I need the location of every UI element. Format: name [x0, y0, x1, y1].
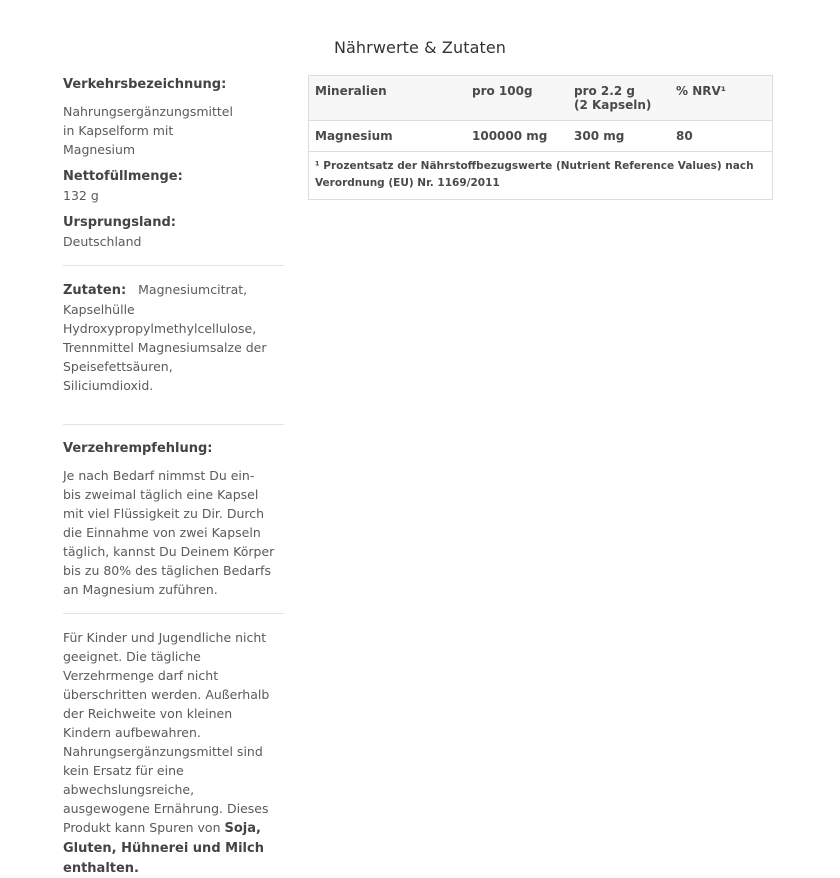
table-row: [309, 121, 773, 152]
recommendation-label: Verzehrempfehlung:: [63, 441, 213, 456]
designation-label: Verkehrsbezeichnung:: [63, 77, 227, 92]
table-footnote: ¹ Prozentsatz der Nährstoffbezugswerte (Nutrient Reference Values) nach Verordnung (EU) Nr. 1169/2011: [315, 160, 754, 189]
recommendation-text: Je nach Bedarf nimmst Du ein- bis zweimal täglich eine Kapsel mit viel Flüssigkeit zu Dir. Durch die Einnahme von zwei Kapseln täglich, kannst Du Deinem Körper bis zu 80% des täglichen Bedarfs an Magnesium zuführen.: [63, 468, 275, 597]
allergen-notice: Soja, Gluten, Hühnerei und Milch enthalten.: [63, 821, 264, 876]
ingredients-line: Siliciumdioxid.: [63, 378, 154, 393]
nutrition-table: [308, 75, 773, 200]
header-per-serving-line: (2 Kapseln): [574, 98, 652, 112]
cell-mineral: Magnesium: [315, 129, 393, 143]
ingredients-line: Kapselhülle: [63, 302, 135, 317]
origin-label: Ursprungsland:: [63, 215, 176, 230]
ingredients-block: [63, 280, 285, 395]
product-info-column: [63, 75, 285, 878]
page-title: Nährwerte & Zutaten: [333, 37, 507, 57]
warning-text: [63, 628, 275, 878]
cell-nrv: 80: [676, 129, 693, 143]
ingredients-line: Hydroxypropylmethylcellulose,: [63, 321, 257, 336]
header-per-serving-line: pro 2.2 g: [574, 84, 635, 98]
footnote-row: [309, 152, 773, 200]
net-quantity-value: 132 g: [63, 188, 99, 203]
header-per-serving: [568, 76, 670, 121]
cell-per-serving: 300 mg: [574, 129, 625, 143]
ingredients-line: Trennmittel Magnesiumsalze der: [63, 340, 267, 355]
header-per-100g: pro 100g: [472, 84, 533, 98]
origin-value: Deutschland: [63, 234, 142, 249]
ingredients-line: Speisefettsäuren,: [63, 359, 173, 374]
designation-value: Nahrungsergänzungsmittel in Kapselform mit Magnesium: [63, 104, 233, 157]
table-header-row: [309, 76, 773, 121]
cell-per-100g: 100000 mg: [472, 129, 548, 143]
header-mineral: Mineralien: [315, 84, 387, 98]
ingredients-label: Zutaten:: [63, 283, 127, 298]
net-quantity-label: Nettofüllmenge:: [63, 169, 183, 184]
ingredients-line: Magnesiumcitrat,: [138, 282, 248, 297]
warning-body: Für Kinder und Jugendliche nicht geeignet. Die tägliche Verzehrmenge darf nicht überschritten werden. Außerhalb der Reichweite von kleinen Kindern aufbewahren. Nahrungsergänzungsmittel sind kein Ersatz für eine abwechslungsreiche, ausgewogene Ernährung. Dieses Produkt kann Spuren von: [63, 630, 270, 835]
header-nrv: % NRV¹: [676, 84, 727, 98]
